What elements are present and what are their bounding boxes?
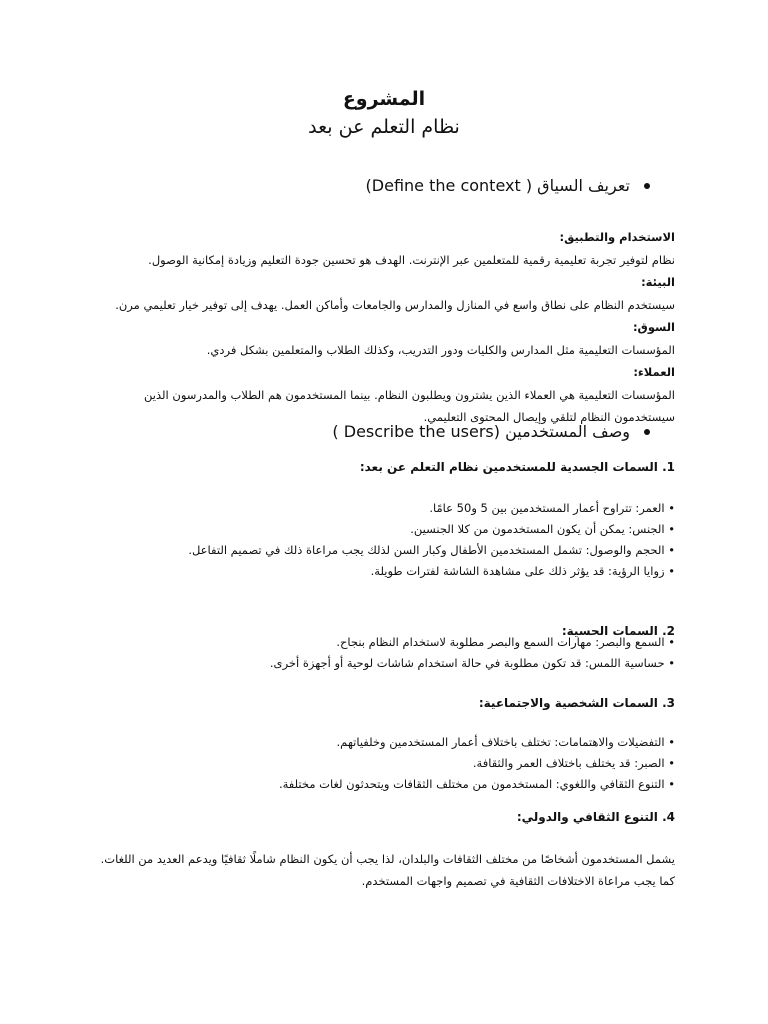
list-item: • العمر: تتراوح أعمار المستخدمين بين 5 و50 عامًا. bbox=[429, 501, 675, 515]
cultural-section bbox=[517, 810, 675, 824]
personal-social-section bbox=[479, 696, 675, 710]
list-item: • حساسية اللمس: قد تكون مطلوبة في حالة استخدام شاشات لوحية أو أجهزة أخرى. bbox=[269, 656, 675, 670]
list-item: • التفضيلات والاهتمامات: تختلف باختلاف أعمار المستخدمين وخلفياتهم. bbox=[336, 735, 675, 749]
environment-label: البيئة: bbox=[641, 275, 675, 289]
paragraph-line: يشمل المستخدمون أشخاصًا من مختلف الثقافات والبلدان، لذا يجب أن يكون النظام شاملًا ثقافيًا ويدعم العديد من اللغات. bbox=[100, 852, 675, 866]
paragraph-line: كما يجب مراعاة الاختلافات الثقافية في تصميم واجهات المستخدم. bbox=[361, 874, 675, 888]
physical-traits-section bbox=[360, 460, 675, 474]
users-heading bbox=[332, 422, 650, 441]
usage-label: الاستخدام والتطبيق: bbox=[559, 230, 675, 244]
context-section bbox=[55, 226, 675, 429]
context-heading-text: تعريف السياق ( Define the context) bbox=[365, 176, 630, 195]
list-item: • التنوع الثقافي واللغوي: المستخدمون من مختلف الثقافات ويتحدثون لغات مختلفة. bbox=[278, 777, 675, 791]
section-title: 3. السمات الشخصية والاجتماعية: bbox=[478, 696, 675, 710]
project-subtitle: نظام التعلم عن بعد bbox=[308, 116, 460, 138]
context-heading bbox=[366, 176, 650, 195]
section-title: 1. السمات الجسدية للمستخدمين نظام التعلم عن بعد: bbox=[359, 460, 675, 474]
market-text: المؤسسات التعليمية مثل المدارس والكليات ودور التدريب، وكذلك الطلاب والمتعلمين بشكل فردي. bbox=[206, 342, 675, 357]
list-item: • الحجم والوصول: تشمل المستخدمين الأطفال وكبار السن لذلك يجب مراعاة ذلك في تصميم التفاعل. bbox=[188, 543, 675, 557]
bullet-icon bbox=[644, 183, 650, 189]
users-heading-text: وصف المستخدمين (Describe the users ) bbox=[332, 422, 630, 441]
clients-text-line2: سيستخدمون النظام لتلقي وإيصال المحتوى التعليمي. bbox=[423, 410, 675, 424]
section-title: 4. التنوع الثقافي والدولي: bbox=[516, 810, 675, 824]
list-item: • السمع والبصر: مهارات السمع والبصر مطلوبة لاستخدام النظام بنجاح. bbox=[336, 635, 675, 649]
physical-traits-list bbox=[188, 498, 675, 582]
list-item: • الصبر: قد يختلف باختلاف العمر والثقافة. bbox=[472, 756, 675, 770]
bullet-icon bbox=[644, 429, 650, 435]
clients-label: العملاء: bbox=[633, 365, 675, 379]
section-title: 2. السمات الحسية: bbox=[561, 624, 675, 638]
market-label: السوق: bbox=[632, 320, 675, 334]
clients-text-line1: المؤسسات التعليمية هي العملاء الذين يشترون ويطلبون النظام. بينما المستخدمون هم الطلاب والمدرسون الذين bbox=[144, 387, 675, 402]
cultural-text bbox=[101, 848, 675, 892]
environment-text: سيستخدم النظام على نطاق واسع في المنازل والمدارس والجامعات وأماكن العمل. يهدف إلى توفير خيار تعليمي مرن. bbox=[115, 297, 675, 312]
project-title: المشروع bbox=[342, 88, 426, 110]
usage-text: نظام لتوفير تجربة تعليمية رقمية للمتعلمين عبر الإنترنت. الهدف هو تحسين جودة التعليم وزيادة إمكانية الوصول. bbox=[148, 252, 675, 267]
list-item: • الجنس: يمكن أن يكون المستخدمون من كلا الجنسين. bbox=[410, 522, 675, 536]
personal-social-list bbox=[279, 732, 675, 795]
sensory-items-wrap bbox=[270, 632, 675, 674]
list-item: • زوايا الرؤية: قد يؤثر ذلك على مشاهدة الشاشة لفترات طويلة. bbox=[370, 564, 675, 578]
